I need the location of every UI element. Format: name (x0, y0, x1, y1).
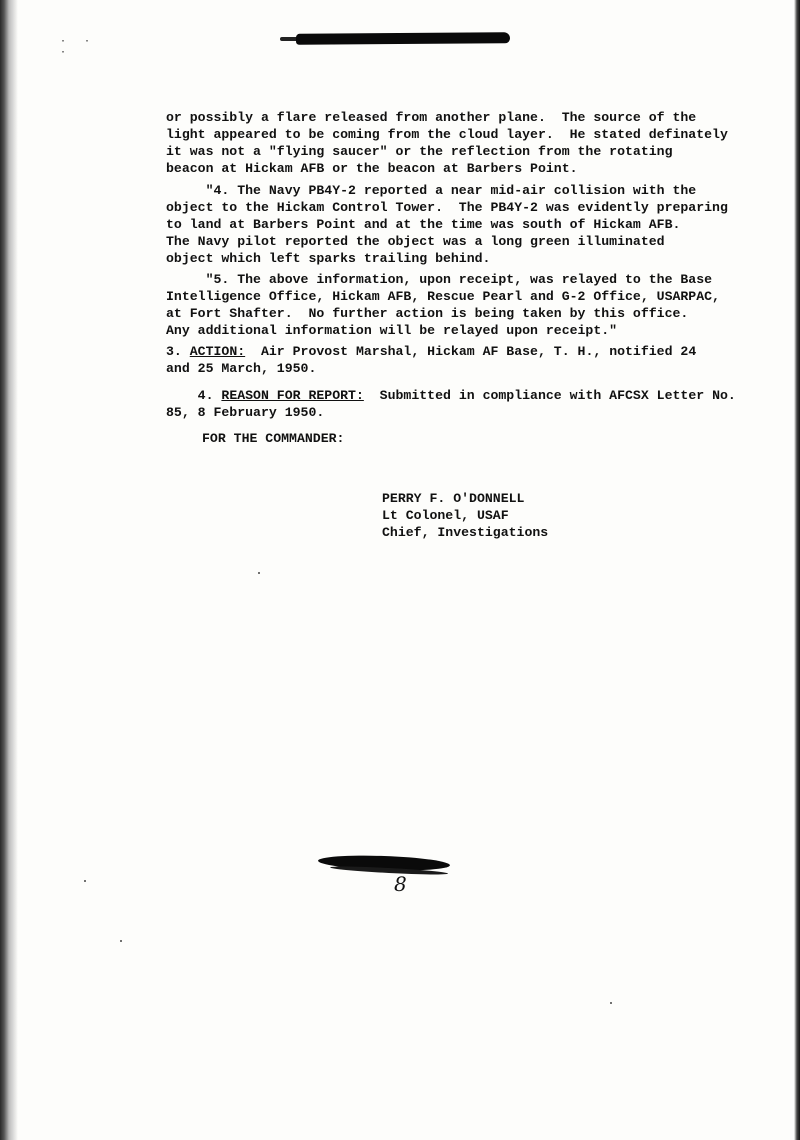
handwritten-page-mark: 8 (394, 872, 407, 896)
closing-line: FOR THE COMMANDER: (202, 431, 345, 446)
paragraph-4: "4. The Navy PB4Y-2 reported a near mid-air collision with the object to the Hickam Control Tower. The PB4Y-2 was evidently preparing to land at Barbers Point and at the time was south of Hickam AFB. The Navy pilot reported the object was a long green illuminated object which left sparks trailing behind. (166, 183, 728, 266)
paragraph-5: "5. The above information, upon receipt, was relayed to the Base Intelligence Office, Hickam AFB, Rescue Pearl and G-2 Office, USARPAC, at Fort Shafter. No further action is being taken by this office. Any additional information will be relayed upon receipt." (166, 272, 720, 338)
paragraph-continuation: or possibly a flare released from another plane. The source of the light appeared to be coming from the cloud layer. He stated definately it was not a "flying saucer" or the reflection from the rotating beacon at Hickam AFB or the beacon at Barbers Point. (166, 110, 728, 176)
redaction-mark-top (296, 32, 510, 44)
section-reason (166, 387, 736, 421)
section-action-number: 3. (166, 344, 190, 359)
scan-right-edge (794, 0, 800, 1140)
scan-specks: · · · (60, 36, 97, 58)
section-reason-heading: REASON FOR REPORT: (221, 388, 364, 403)
section-action-line1: Air Provost Marshal, Hickam AF Base, T. H., notified 24 (245, 344, 697, 359)
signature-title: Chief, Investigations (382, 525, 549, 540)
signature-name: PERRY F. O'DONNELL (382, 491, 525, 506)
section-action-line2: and 25 March, 1950. (166, 361, 317, 376)
section-action-heading: ACTION: (189, 344, 246, 359)
section-reason-number: 4. (166, 388, 222, 403)
signature-block (382, 490, 548, 541)
scan-speck (120, 940, 122, 942)
scan-left-edge (0, 0, 18, 1140)
scan-speck (610, 1002, 612, 1004)
section-reason-line2: 85, 8 February 1950. (166, 405, 325, 420)
section-action (166, 343, 696, 377)
scan-speck (84, 880, 86, 882)
signature-rank: Lt Colonel, USAF (382, 508, 509, 523)
section-reason-line1: Submitted in compliance with AFCSX Letter No. (363, 388, 736, 403)
scan-speck (258, 572, 260, 574)
